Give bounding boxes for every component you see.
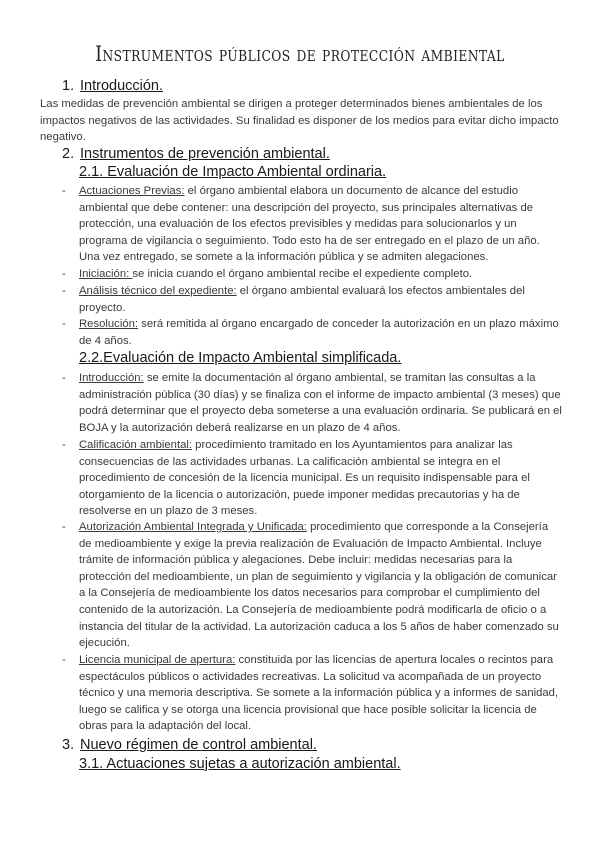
list-item: [62, 266, 562, 283]
bullet-dash: -: [62, 268, 66, 280]
section-heading-3: [62, 737, 317, 753]
section-title: Nuevo régimen de control ambiental.: [80, 737, 317, 753]
bullet-dash: -: [62, 185, 66, 197]
section-number: 1.: [62, 78, 75, 94]
item-text: se inicia cuando el órgano ambiental recibe el expediente completo.: [132, 268, 473, 280]
item-label: Calificación ambiental:: [79, 439, 193, 451]
subsection-heading-3-1: 3.1. Actuaciones sujetas a autorización ambiental.: [79, 756, 401, 772]
subsection-heading-2-2: 2.2.Evaluación de Impacto Ambiental simplificada.: [79, 350, 402, 366]
item-label: Iniciación:: [79, 268, 133, 280]
item-label: Licencia municipal de apertura:: [79, 654, 236, 666]
item-label: Análisis técnico del expediente:: [79, 285, 237, 297]
item-label: Autorización Ambiental Integrada y Unificada:: [79, 521, 307, 533]
subsection-heading-2-1: 2.1. Evaluación de Impacto Ambiental ordinaria.: [79, 164, 387, 180]
bullet-dash: -: [62, 372, 66, 384]
item-text: el órgano ambiental evaluará los efectos ambientales del proyecto.: [79, 285, 525, 314]
item-text: será remitida al órgano encargado de conceder la autorización en un plazo máximo de 4 años.: [79, 318, 559, 347]
list-item: [62, 652, 562, 735]
bullet-dash: -: [62, 654, 66, 666]
list-item: [62, 437, 562, 520]
item-label: Introducción:: [79, 372, 144, 384]
bullet-dash: -: [62, 318, 66, 330]
list-item: [62, 316, 562, 349]
item-label: Resolución:: [79, 318, 139, 330]
list-item: [62, 183, 562, 266]
section-number: 2.: [62, 146, 75, 162]
section-heading-2: [62, 146, 330, 162]
list-item: [62, 519, 562, 652]
section-heading-1: [62, 78, 163, 94]
bullet-dash: -: [62, 521, 66, 533]
bullet-dash: -: [62, 439, 66, 451]
item-text: constituida por las licencias de apertura locales o recintos para espectáculos públicos o actividades recreativas. La solicitud va acompañada de un proyecto técnico y una memoria descriptiva. Se somete a la información pública y a informes de sanidad, luego se califica y se otorga una licencia provisional que hace posible solicitar la licencia de obras para la adaptación del local.: [79, 654, 559, 733]
item-label: Actuaciones Previas:: [79, 185, 185, 197]
item-text: el órgano ambiental elabora un documento de alcance del estudio ambiental que debe contener: una descripción del proyecto, sus principales alternativas de protección, una evaluación de los efectos previsibles y medidas para solucionarlos y un programa de vigilancia o seguimiento. Todo esto ha de ser entregado en el plazo de un año. Una vez entregado, se somete a la información pública y se admiten alegaciones.: [79, 185, 540, 264]
item-text: se emite la documentación al órgano ambiental, se tramitan las consultas a la administración pública (30 días) y se finaliza con el informe de impacto ambiental (3 meses) que podrá determinar que el proyecto deba someterse a una evaluación ordinaria. Se publicará en el BOJA y la autorización deberá realizarse en un plazo de 4 años.: [79, 372, 562, 434]
section-title: Introducción.: [80, 78, 164, 94]
list-item: [62, 370, 562, 436]
item-text: procedimiento que corresponde a la Consejería de medioambiente y exige la previa realización de Evaluación de Impacto Ambiental. Incluye trámite de información pública y alegaciones. Debe incluir: medidas necesarias para la protección del medioambiente, un plan de seguimiento y vigilancia y la obligación de comunicar a la Consejería de medioambiente los datos necesarios para comprobar el cumplimiento del contenido de la autorización. La Consejería de medioambiente podrá modificarla de oficio o a instancia del titular de la actividad. La autorización caduca a los 5 años de haber comenzado su ejecución.: [79, 521, 559, 650]
document-title: Instrumentos públicos de protección ambiental: [95, 42, 505, 66]
bullet-dash: -: [62, 285, 66, 297]
intro-paragraph: Las medidas de prevención ambiental se dirigen a proteger determinados bienes ambientales de los impactos negativos de las actividades. Su finalidad es disponer de los medios para evitar dicho impacto negativo.: [40, 98, 559, 144]
section-title: Instrumentos de prevención ambiental.: [80, 146, 330, 162]
section-number: 3.: [62, 737, 75, 753]
item-text: procedimiento tramitado en los Ayuntamientos para analizar las consecuencias de las actividades urbanas. La calificación ambiental se integra en el procedimiento de concesión de la licencia municipal. Es un requisito indispensable para el otorgamiento de la licencia o autorización, puede imponer medidas precautorias y ha de resolverse en un plazo de 3 meses.: [79, 439, 530, 518]
list-item: [62, 283, 562, 316]
